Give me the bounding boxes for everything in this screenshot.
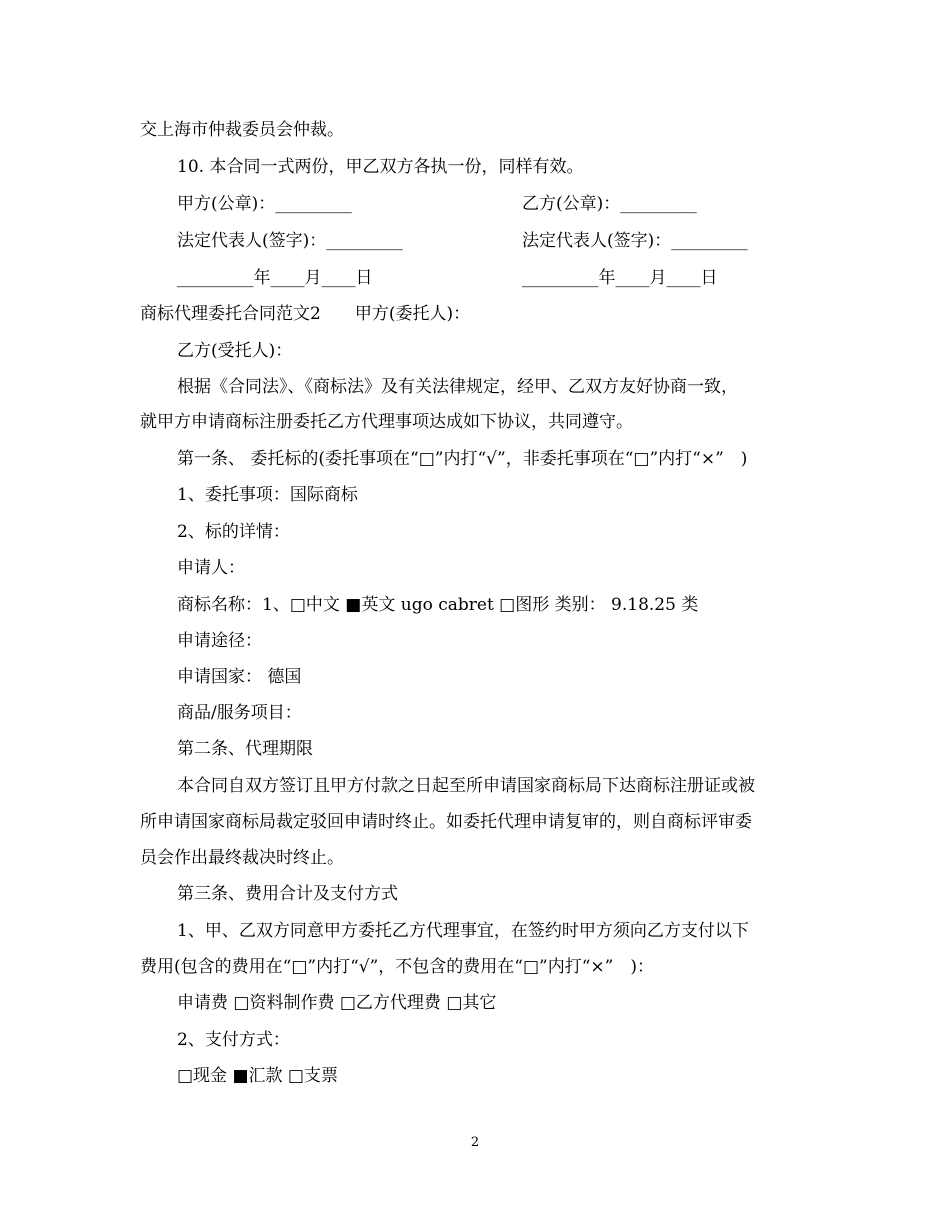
text-line: 申请人： (177, 558, 245, 578)
text-line: 根据《合同法》、《商标法》及有关法律规定，经甲、乙双方友好协商一致， (177, 377, 738, 397)
text-line: 员会作出最终裁决时终止。 (140, 848, 344, 868)
text-line: 1、委托事项：国际商标 (177, 485, 358, 505)
party-b-seal-line: 乙方(公章)：_________ (522, 194, 697, 214)
text-line: 申请国家： 德国 (177, 667, 302, 687)
text-line: 2、支付方式： (177, 1030, 290, 1050)
party-a-seal-line: 甲方(公章)：_________ (177, 194, 352, 214)
party-a-date-line: _________年____月____日 (177, 268, 373, 288)
article-heading: 第二条、代理期限 (177, 739, 313, 759)
text-line: 交上海市仲裁委员会仲裁。 (140, 120, 344, 140)
text-line: 10. 本合同一式两份，甲乙双方各执一份，同样有效。 (177, 157, 584, 177)
text-line: 本合同自双方签订且甲方付款之日起至所申请国家商标局下达商标注册证或被 (177, 776, 755, 796)
text-line: 乙方(受托人)： (177, 341, 293, 361)
text-line: 2、标的详情： (177, 522, 290, 542)
text-line: 商标名称：1、□中文 ■英文 ugo cabret □图形 类别： 9.18.25 类 (177, 595, 699, 615)
text-line: 所申请国家商标局裁定驳回申请时终止。如委托代理申请复审的，则自商标评审委 (140, 812, 752, 832)
party-a-representative-line: 法定代表人(签字)：_________ (177, 231, 403, 251)
section-title: 商标代理委托合同范文2 甲方(委托人)： (140, 304, 471, 324)
text-line: 1、甲、乙双方同意甲方委托乙方代理事宜，在签约时甲方须向乙方支付以下 (177, 921, 749, 941)
article-heading: 第一条、 委托标的(委托事项在“□”内打“√”，非委托事项在“□”内打“×” ) (177, 449, 748, 469)
page-number: 2 (470, 1135, 480, 1150)
text-line: 申请费 □资料制作费 □乙方代理费 □其它 (177, 993, 497, 1013)
text-line: □现金 ■汇款 □支票 (177, 1066, 338, 1086)
text-line: 商品/服务项目： (177, 703, 302, 723)
text-line: 就甲方申请商标注册委托乙方代理事项达成如下协议，共同遵守。 (140, 412, 633, 432)
text-line: 费用(包含的费用在“□”内打“√”，不包含的费用在“□”内打“×” )： (140, 957, 654, 977)
party-b-representative-line: 法定代表人(签字)：_________ (522, 231, 748, 251)
party-b-date-line: _________年____月____日 (522, 268, 718, 288)
article-heading: 第三条、费用合计及支付方式 (177, 884, 398, 904)
text-line: 申请途径： (177, 631, 262, 651)
